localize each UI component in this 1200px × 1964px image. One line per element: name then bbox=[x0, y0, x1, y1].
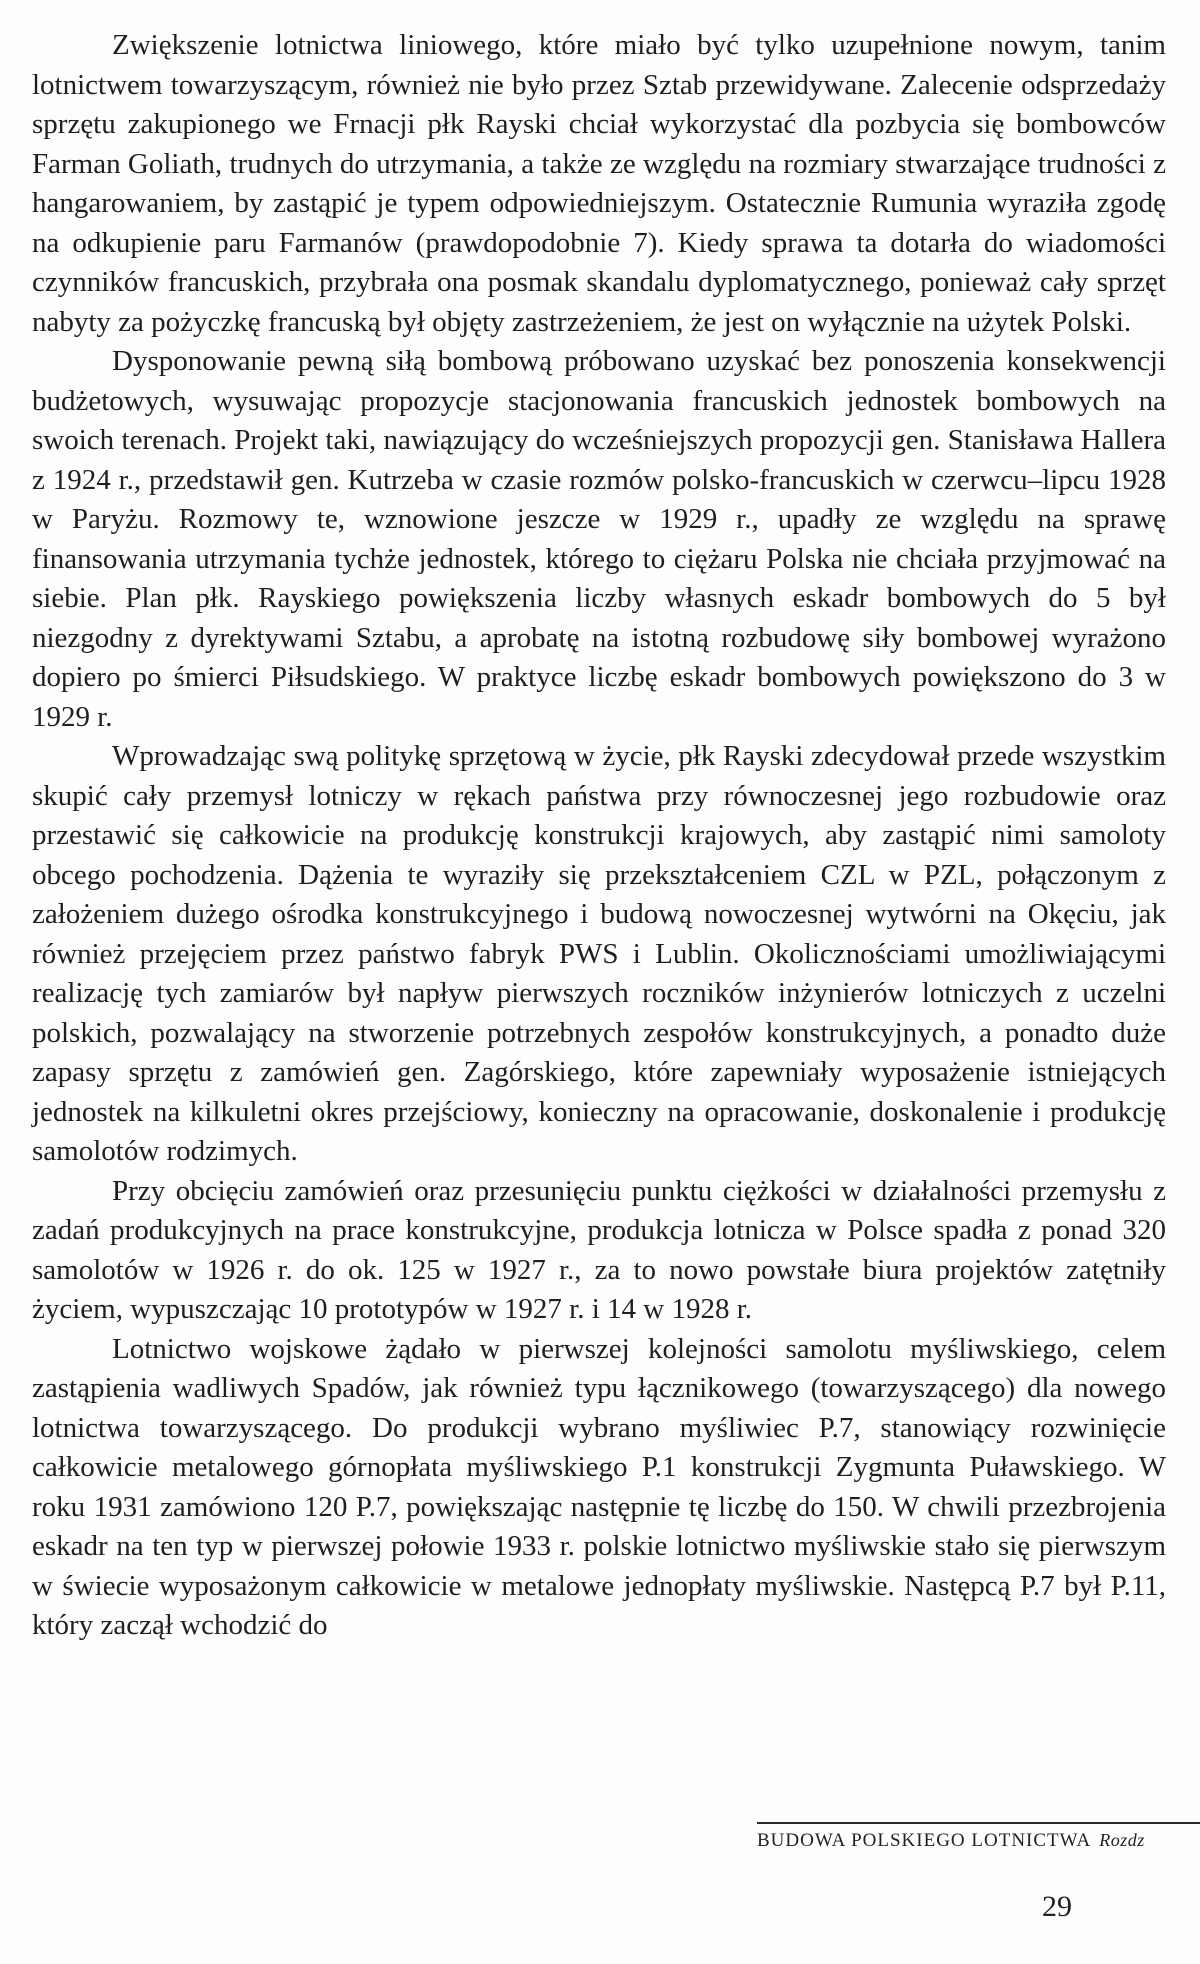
paragraph-4: Przy obcięciu zamówień oraz przesunięciu punktu ciężkości w działalności przemysłu z zadań produkcyjnych na prace konstrukcyjne, produkcja lotnicza w Polsce spadła z ponad 320 samolotów w 1926 r. do ok. 125 w 1927 r., za to nowo powstałe biura projektów zatętniły życiem, wypuszczając 10 prototypów w 1927 r. i 14 w 1928 r. bbox=[32, 1174, 1166, 1325]
paragraph-1: Zwiększenie lotnictwa liniowego, które miało być tylko uzupełnione nowym, tanim lotnictwem towarzyszącym, również nie było przez Sztab przewidywane. Zalecenie odsprzedaży sprzętu zakupionego we Frnacji płk Rayski chciał wykorzystać dla pozbycia się bombowców Farman Goliath, trudnych do utrzymania, a także ze względu na rozmiary stwarzające trudności z hangarowaniem, by zastąpić je typem odpowiedniejszym. Ostatecznie Rumunia wyraziła zgodę na odkupienie paru Farmanów (prawdopodobnie 7). Kiedy sprawa ta dotarła do wiadomości czynników francuskich, przybrała ona posmak skandalu dyplomatycznego, ponieważ cały sprzęt nabyty za pożyczkę francuską był objęty zastrzeżeniem, że jest on wyłącznie na użytek Polski. bbox=[32, 29, 1166, 338]
paragraph-2: Dysponowanie pewną siłą bombową próbowano uzyskać bez ponoszenia konsekwencji budżetowych, wysuwając propozycje stacjonowania francuskich jednostek bombowych na swoich terenach. Projekt taki, nawiązujący do wcześniejszych propozycji gen. Stanisława Hallera z 1924 r., przedstawił gen. Kutrzeba w czasie rozmów polsko-francuskich w czerwcu–lipcu 1928 w Paryżu. Rozmowy te, wznowione jeszcze w 1929 r., upadły ze względu na sprawę finansowania utrzymania tychże jednostek, którego to ciężaru Polska nie chciała przyjmować na siebie. Plan płk. Rayskiego powiększenia liczby własnych eskadr bombowych do 5 był niezgodny z dyrektywami Sztabu, a aprobatę na istotną rozbudowę siły bombowej wyrażono dopiero po śmierci Piłsudskiego. W praktyce liczbę eskadr bombowych powiększono do 3 w 1929 r. bbox=[32, 345, 1166, 733]
running-title: BUDOWA POLSKIEGO LOTNICTWA bbox=[757, 1830, 1092, 1851]
paragraph-3: Wprowadzając swą politykę sprzętową w życie, płk Rayski zdecydował przede wszystkim skupić cały przemysł lotniczy w rękach państwa przy równoczesnej jego rozbudowie oraz przestawić się całkowicie na produkcję konstrukcji krajowych, aby zastąpić nimi samoloty obcego pochodzenia. Dążenia te wyraziły się przekształceniem CZL w PZL, połączonym z założeniem dużego ośrodka konstrukcyjnego i budową nowoczesnej wytwórni na Okęciu, jak również przejęciem przez państwo fabryk PWS i Lublin. Okolicznościami umożliwiającymi realizację tych zamiarów był napływ pierwszych roczników inżynierów lotniczych z uczelni polskich, pozwalający na stworzenie potrzebnych zespołów konstrukcyjnych, a ponadto duże zapasy sprzętu z zamówień gen. Zagórskiego, które zapewniały wyposażenie istniejących jednostek na kilkuletni okres przejściowy, konieczny na opracowanie, doskonalenie i produkcję samolotów rodzimych. bbox=[32, 740, 1166, 1167]
page-number: 29 bbox=[1042, 1890, 1072, 1923]
body-text bbox=[32, 26, 1166, 1646]
running-footer bbox=[757, 1822, 1200, 1854]
chapter-label: Rozdz bbox=[1099, 1830, 1145, 1850]
paragraph-5: Lotnictwo wojskowe żądało w pierwszej kolejności samolotu myśliwskiego, celem zastąpienia wadliwych Spadów, jak również typu łącznikowego (towarzyszącego) dla nowego lotnictwa towarzyszącego. Do produkcji wybrano myśliwiec P.7, stanowiący rozwinięcie całkowicie metalowego górnopłata myśliwskiego P.1 konstrukcji Zygmunta Puławskiego. W roku 1931 zamówiono 120 P.7, powiększając następnie tę liczbę do 150. W chwili przezbrojenia eskadr na ten typ w pierwszej połowie 1933 r. polskie lotnictwo myśliwskie stało się pierwszym w świecie wyposażonym całkowicie w metalowe jednopłaty myśliwskie. Następcą P.7 był P.11, który zaczął wchodzić do bbox=[32, 1332, 1166, 1641]
